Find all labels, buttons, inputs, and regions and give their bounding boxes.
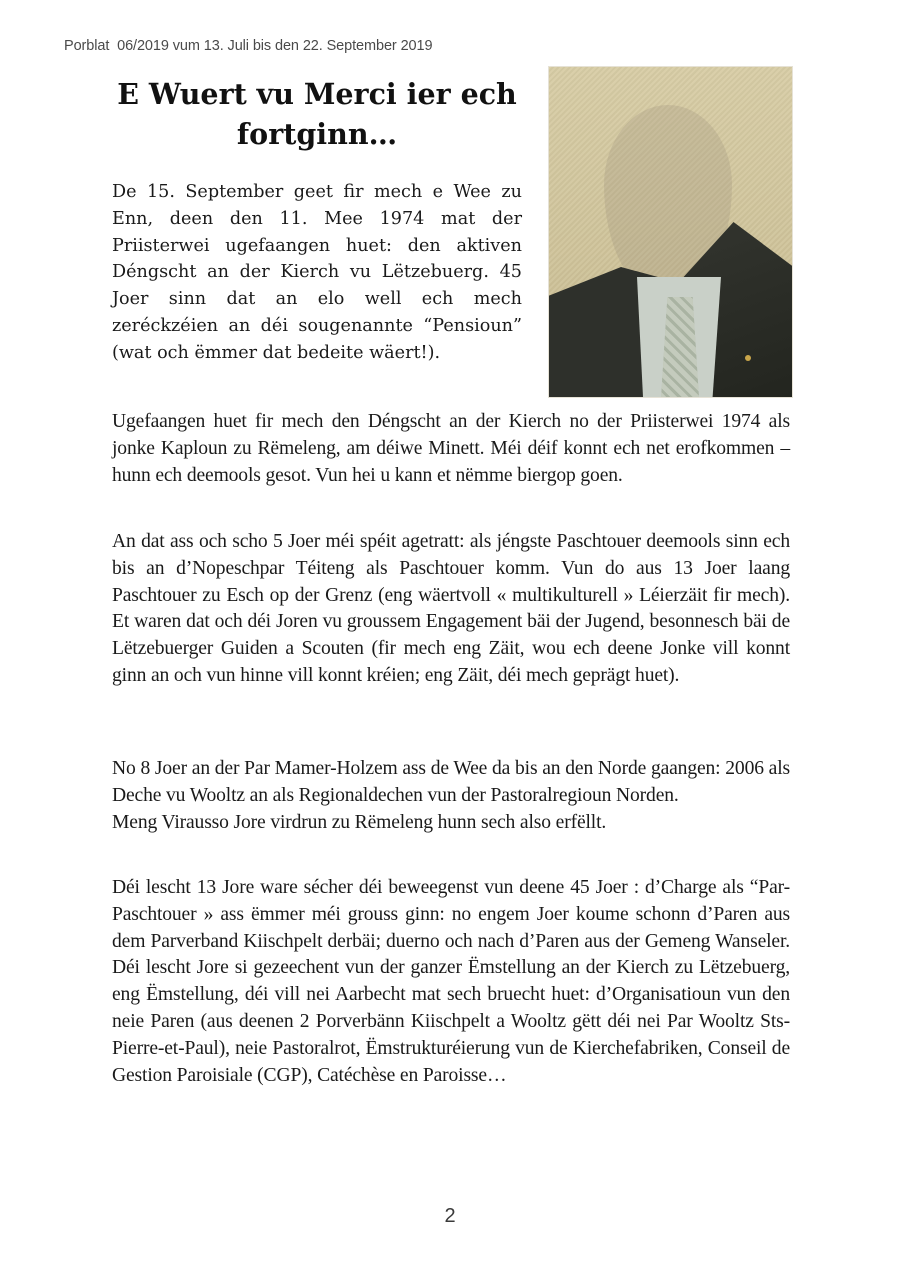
paragraph-last-years: Déi lescht 13 Jore ware sécher déi beweegenst vun deene 45 Joer : d’Charge als “Par-Paschtouer » ass ëmmer méi grouss ginn: no engem Joer koume schonn d’Paren aus dem Parverband Kiischpelt derbäi; duerno och nach d’Paren aus der Gemeng Wanseler. Déi lescht Jore si gezeechent vun der ganzer Ëmstellung an der Kierch zu Lëtzebuerg, eng Ëmstellung, déi vill nei Aarbecht mat sech bruecht huet: d’Organisatioun vun den neie Paren (aus deenen 2 Porverbänn Kiischpelt a Wooltz gëtt déi nei Par Wooltz Sts-Pierre-et-Paul), neie Pastoralrot, Ëmstrukturéierung vun de Kierchefabriken, Conseil de Gestion Paroisiale (CGP), Catéchèse en Paroisse… <box>112 877 790 1086</box>
article-title: E Wuert vu Merci ier ech fortginn… <box>117 77 517 151</box>
paragraph-early-career: Ugefaangen huet fir mech den Déngscht an der Kierch no der Priisterwei 1974 als jonke Kaploun zu Rëmeleng, am déiwe Minett. Méi déif konnt ech net erofkommen – hunn ech deemools gesot. Vun hei u kann et nëmme biergop goen. <box>112 411 790 486</box>
paragraph-north <box>112 756 790 836</box>
lapel-pin-icon <box>745 355 751 361</box>
paragraph-north-text: No 8 Joer an der Par Mamer-Holzem ass de Wee da bis an den Norde gaangen: 2006 als Deche vu Wooltz an als Regionaldechen vun der Pastoralregioun Norden. <box>112 758 790 806</box>
page-number: 2 <box>444 1205 456 1227</box>
paragraph-intro: De 15. September geet fir mech e Wee zu Enn, deen den 11. Mee 1974 mat der Priisterwei ugefaangen huet: den aktiven Déngscht an der Kierch vu Lëtzebuerg. 45 Joer sinn dat an elo well ech mech zeréckzéien an déi sougenannte “Pensioun” (wat och ëmmer dat bedeite wäert!). <box>112 182 522 363</box>
portrait-photo <box>549 67 792 397</box>
paragraph-parish-years: An dat ass och scho 5 Joer méi spéit agetratt: als jéngste Paschtouer deemools sinn ech bis an d’Nopeschpar Téiteng als Paschtouer komm. Vun do aus 13 Joer laang Paschtouer zu Esch op der Grenz (eng wäertvoll « multikulturell » Léierzäit fir mech). Et waren dat och déi Joren vu groussem Engagement bäi der Jugend, besonnesch bäi de Lëtzebuerger Guiden a Scouten (fir mech eng Zäit, wou ech deene Jonke vill konnt ginn an och vun hinne vill konnt kréien; eng Zäit, déi mech geprägt huet). <box>112 531 790 686</box>
running-header: Porblat 06/2019 vum 13. Juli bis den 22. September 2019 <box>64 38 433 54</box>
paragraph-north-followup: Meng Virausso Jore virdrun zu Rëmeleng hunn sech also erfëllt. <box>112 811 607 833</box>
